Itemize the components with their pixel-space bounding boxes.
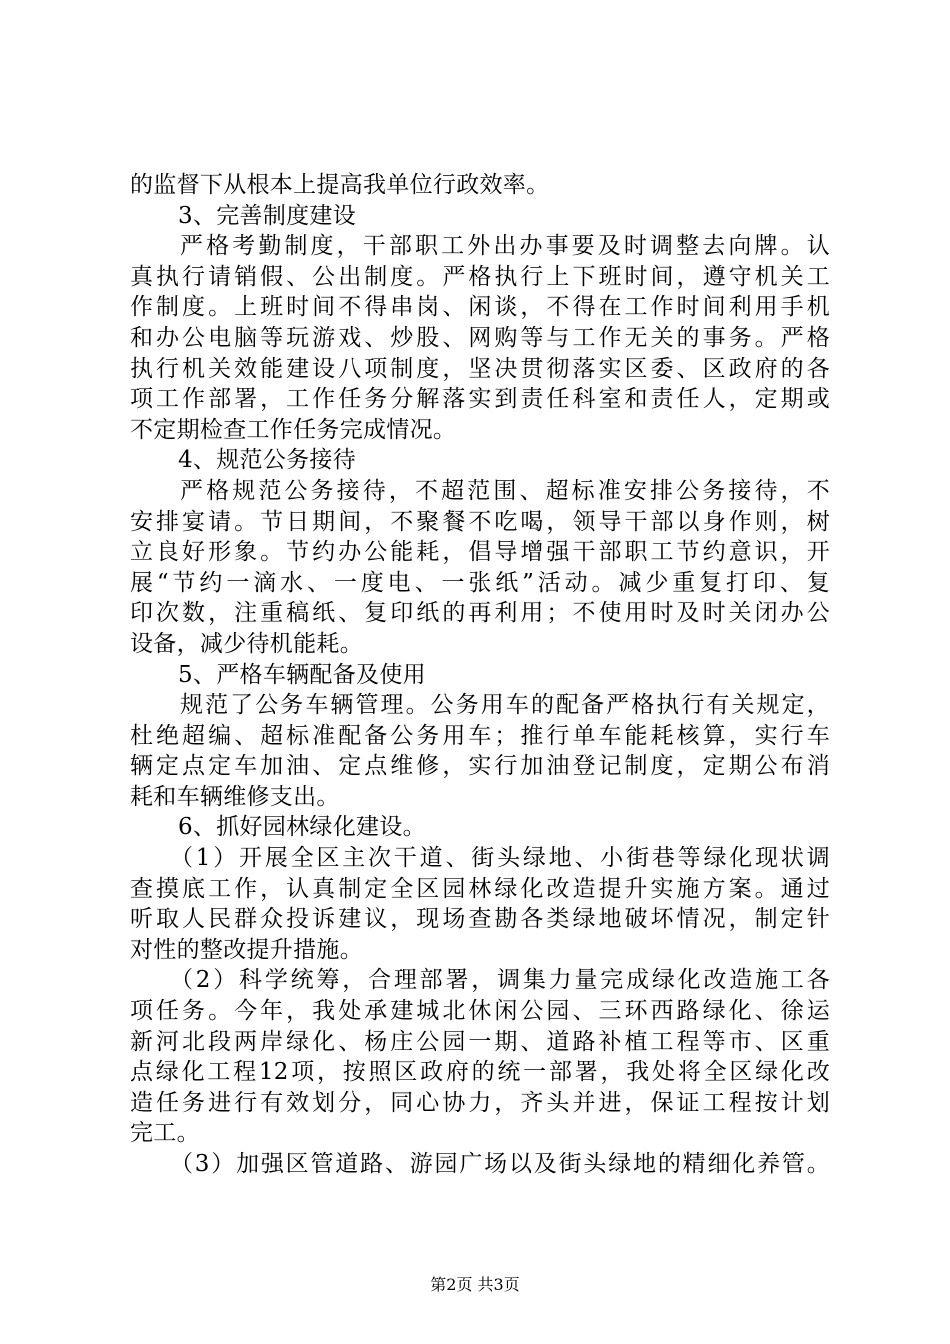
- text-line: 造任务进行有效划分，同心协力，齐头并进，保证工程按计划: [130, 1089, 830, 1116]
- text-line: 查摸底工作，认真制定全区园林绿化改造提升实施方案。通过: [130, 875, 830, 902]
- text-line: （3）加强区管道路、游园广场以及街头绿地的精细化养管。: [170, 1151, 830, 1177]
- text-line: 执行机关效能建设八项制度，坚决贯彻落实区委、区政府的各: [130, 355, 830, 382]
- section-heading: 5、严格车辆配备及使用: [178, 661, 426, 688]
- section-heading: 6、抓好园林绿化建设。: [178, 814, 426, 841]
- text-line: 听取人民群众投诉建议，现场查勘各类绿地破坏情况，制定针: [130, 906, 830, 933]
- text-line: （2）科学统筹，合理部署，调集力量完成绿化改造施工各: [170, 967, 830, 994]
- text-line: 规范了公务车辆管理。公务用车的配备严格执行有关规定，: [180, 692, 830, 719]
- text-line: 立良好形象。节约办公能耗，倡导增强干部职工节约意识，开: [130, 539, 830, 566]
- text-line: 点绿化工程12项，按照区政府的统一部署，我处将全区绿化改: [130, 1059, 830, 1086]
- text-line: （1）开展全区主次干道、街头绿地、小街巷等绿化现状调: [170, 845, 830, 872]
- text-line: 项工作部署，工作任务分解落实到责任科室和责任人，定期或: [130, 386, 830, 413]
- section-heading: 3、完善制度建设: [178, 202, 357, 229]
- text-line: 安排宴请。节日期间，不聚餐不吃喝，领导干部以身作则，树: [130, 508, 830, 535]
- text-line: 严格规范公务接待，不超范围、超标准安排公务接待，不: [180, 477, 830, 504]
- page-footer: 第2页 共3页: [430, 1275, 520, 1294]
- text-line: 严格考勤制度，干部职工外出办事要及时调整去向牌。认: [180, 233, 830, 260]
- document-body: [130, 170, 830, 1180]
- text-line: 辆定点定车加油、定点维修，实行加油登记制度，定期公布消: [130, 753, 830, 780]
- text-line: 的监督下从根本上提高我单位行政效率。: [130, 172, 550, 198]
- text-line: 作制度。上班时间不得串岗、闲谈，不得在工作时间利用手机: [130, 294, 830, 321]
- text-line: 印次数，注重稿纸、复印纸的再利用；不使用时及时关闭办公: [130, 600, 830, 627]
- text-line: 项任务。今年，我处承建城北休闲公园、三环西路绿化、徐运: [130, 998, 830, 1025]
- section-heading: 4、规范公务接待: [178, 447, 357, 474]
- text-line: 新河北段两岸绿化、杨庄公园一期、道路补植工程等市、区重: [130, 1028, 830, 1055]
- text-line: 完工。: [130, 1120, 200, 1147]
- text-line: 对性的整改提升措施。: [130, 936, 363, 963]
- text-line: 真执行请销假、公出制度。严格执行上下班时间，遵守机关工: [130, 263, 830, 290]
- text-line: 耗和车辆维修支出。: [130, 783, 340, 810]
- text-line: 设备，减少待机能耗。: [130, 630, 363, 657]
- text-line: 展“节约一滴水、一度电、一张纸”活动。减少重复打印、复: [130, 569, 830, 596]
- text-line: 和办公电脑等玩游戏、炒股、网购等与工作无关的事务。严格: [130, 324, 830, 351]
- text-line: 杜绝超编、超标准配备公务用车；推行单车能耗核算，实行车: [130, 722, 830, 749]
- text-line: 不定期检查工作任务完成情况。: [130, 416, 457, 443]
